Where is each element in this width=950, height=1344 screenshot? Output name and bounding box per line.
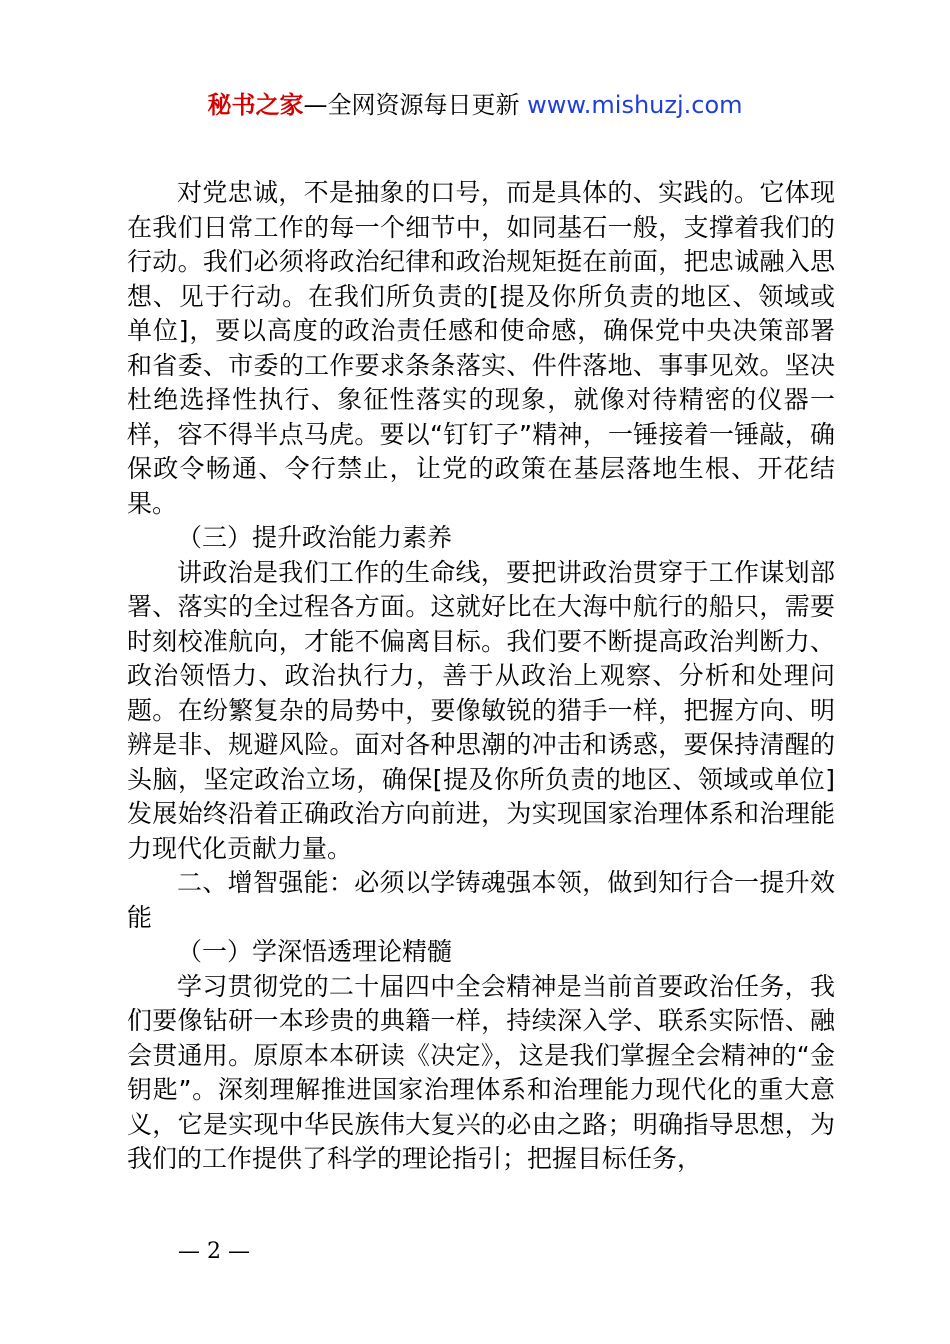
- header-tagline: —全网资源每日更新: [303, 91, 528, 119]
- document-body: [127, 176, 835, 1177]
- section-heading: （一）学深悟透理论精髓: [177, 937, 453, 966]
- header-url-link[interactable]: www.mishuzj.com: [527, 91, 743, 119]
- brand-name: 秘书之家: [207, 91, 304, 119]
- body-paragraph: 讲政治是我们工作的生命线，要把讲政治贯穿于工作谋划部署、落实的全过程各方面。这就好比在大海中航行的船只，需要时刻校准航向，才能不偏离目标。我们要不断提高政治判断力、政治领悟力、政治执行力，善于从政治上观察、分析和处理问题。在纷繁复杂的局势中，要像敏锐的猎手一样，把握方向、明辨是非、规避风险。面对各种思潮的冲击和诱惑，要保持清醒的头脑，坚定政治立场，确保[提及你所负责的地区、领域或单位]发展始终沿着正确政治方向前进，为实现国家治理体系和治理能力现代化贡献力量。: [127, 557, 835, 863]
- body-paragraph: 学习贯彻党的二十届四中全会精神是当前首要政治任务，我们要像钻研一本珍贵的典籍一样，持续深入学、联系实际悟、融会贯通用。原原本本研读《决定》，这是我们掌握全会精神的“金钥匙”。深刻理解推进国家治理体系和治理能力现代化的重大意义，它是实现中华民族伟大复兴的必由之路；明确指导思想，为我们的工作提供了科学的理论指引；把握目标任务，: [127, 971, 835, 1173]
- page-number: — 2 —: [178, 1239, 250, 1264]
- section-heading: （三）提升政治能力素养: [177, 523, 453, 552]
- page-header: [0, 90, 950, 120]
- chapter-heading: 二、增智强能：必须以学铸魂强本领，做到知行合一提升效能: [127, 868, 835, 932]
- body-paragraph: 对党忠诚，不是抽象的口号，而是具体的、实践的。它体现在我们日常工作的每一个细节中，如同基石一般，支撑着我们的行动。我们必须将政治纪律和政治规矩挺在前面，把忠诚融入思想、见于行动。在我们所负责的[提及你所负责的地区、领域或单位]，要以高度的政治责任感和使命感，确保党中央决策部署和省委、市委的工作要求条条落实、件件落地、事事见效。坚决杜绝选择性执行、象征性落实的现象，就像对待精密的仪器一样，容不得半点马虎。要以“钉钉子”精神，一锤接着一锤敲，确保政令畅通、令行禁止，让党的政策在基层落地生根、开花结果。: [127, 178, 835, 518]
